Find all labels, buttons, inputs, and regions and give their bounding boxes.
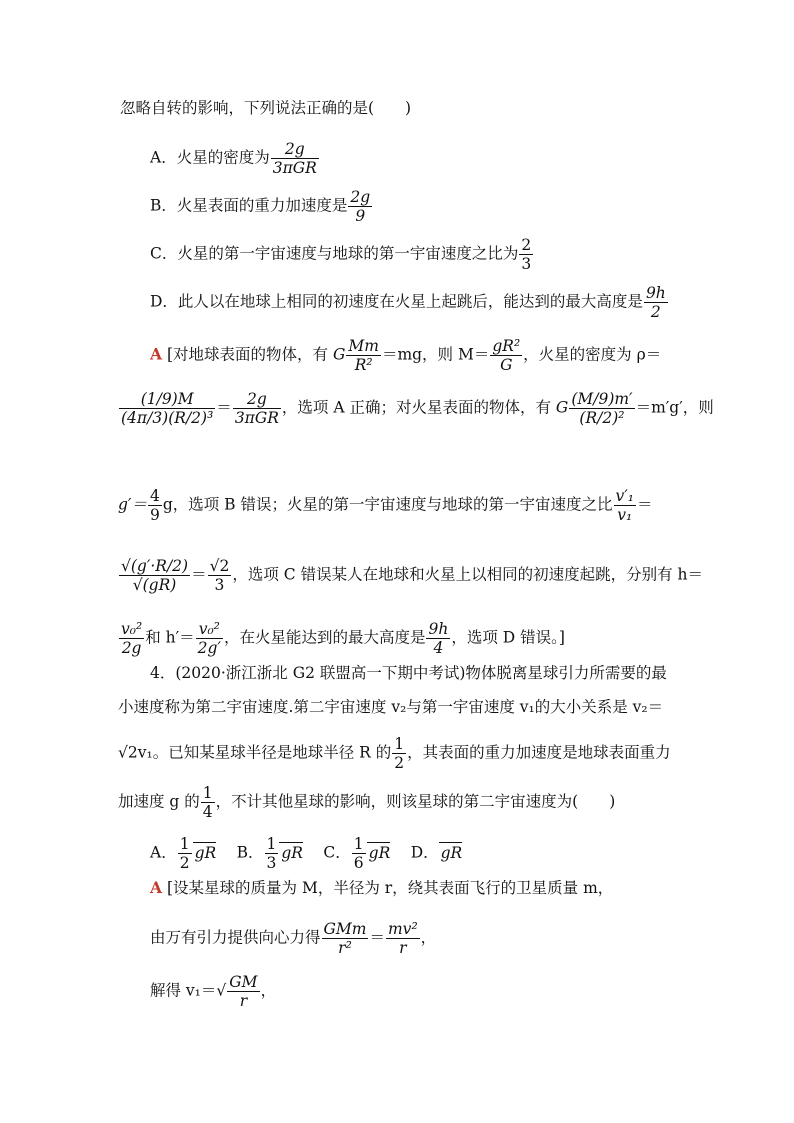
q3-solution-line-1: A [对地球表面的物体，有 G $\frac{Mm}{\text{R²}}$ ＝mg，则 M＝ $\frac{\text{gR²}}{G}$ ，火星的密度为 ρ＝	[150, 337, 662, 374]
q4-solution-line-2: 由万有引力提供向心力得 $\frac{\text{GMm}}{\text{r²}}$ ＝ $\frac{\text{mv²}}{r}$ ，	[150, 920, 437, 957]
frac-2-3: $\frac{2}{3}$	[521, 236, 532, 273]
q3-solution-line-5: $\frac{\text{v₀²}}{2g}$ 和 h′＝ $\frac{\text{v₀²}}{2g'}$ ，在火星能达到的最大高度是 $\frac{9h}{4}$ ，选项 D 错误。]	[121, 620, 565, 657]
q3-answer: A	[150, 344, 163, 364]
q4-solution-line-1: A [设某星球的质量为 M，半径为 r，绕其表面飞行的卫星质量 m，	[150, 878, 614, 897]
q3-solution-line-2: $\frac{(1/9)M}{\text{(4π/3)(R/2)³}}$ ＝ $\frac{2g}{\text{3πGR}}$ ，选项 A 正确；对火星表面的物体，有 G $\frac{(M/9)m'}{\text{(R/2)²}}$ ＝m′g′，则	[121, 390, 714, 427]
q4-options: A． $\frac{1}{2}$ gR B． $\frac{1}{3}$ gR C． $\frac{1}{6}$ gR D． gR	[150, 835, 463, 872]
question-4-line-3: √2v₁。已知某星球半径是地球半径 R 的 $\frac{1}{2}$ ，其表面的重力加速度是地球表面重力	[118, 735, 671, 772]
question-4-line-2: 小速度称为第二宇宙速度.第二宇宙速度 v₂与第一宇宙速度 v₁的大小关系是 v₂＝	[118, 698, 664, 716]
q3-solution-line-4: $\frac{√(g'\cdot R/2)}{√(gR)}$ ＝ $\frac{√2}{3}$ ，选项 C 错误某人在地球和火星上以相同的初速度起跳，分别有 h＝	[121, 557, 703, 594]
q3-option-b: B．火星表面的重力加速度是 $\frac{2g}{9}$	[150, 188, 371, 225]
question-4-line-4: 加速度 g 的 $\frac{1}{4}$ ，不计其他星球的影响，则该星球的第二宇宙速度为( )	[118, 784, 616, 821]
question-4-line-1: 4．(2020·浙江浙北 G2 联盟高一下期中考试)物体脱离星球引力所需要的最	[150, 664, 667, 682]
question-3-stem: 忽略自转的影响，下列说法正确的是( )	[120, 99, 412, 117]
frac-9h-2: $\frac{9h}{2}$	[645, 284, 666, 321]
q3-option-a: A．火星的密度为 $\frac{2g}{\text{3πGR}}$	[150, 140, 317, 177]
q3-solution-line-3: g′＝ $\frac{4}{9}$ g，选项 B 错误；火星的第一宇宙速度与地球的第一宇宙速度之比 $\frac{\text{v′₁}}{\text{v₁}}$ ＝	[118, 487, 653, 524]
q3-option-d: D．此人以在地球上相同的初速度在火星上起跳后，能达到的最大高度是 $\frac{9h}{2}$	[150, 284, 666, 321]
q3-option-c: C．火星的第一宇宙速度与地球的第一宇宙速度之比为 $\frac{2}{3}$	[150, 236, 532, 273]
q4-answer: A	[150, 878, 163, 897]
q4-solution-line-3: 解得 v₁＝√ $\frac{GM}{r}$ ，	[150, 973, 277, 1010]
frac-2g-9: $\frac{2g}{9}$	[350, 188, 371, 225]
frac-2g-3piGR: $\frac{2g}{\text{3πGR}}$	[272, 140, 317, 177]
